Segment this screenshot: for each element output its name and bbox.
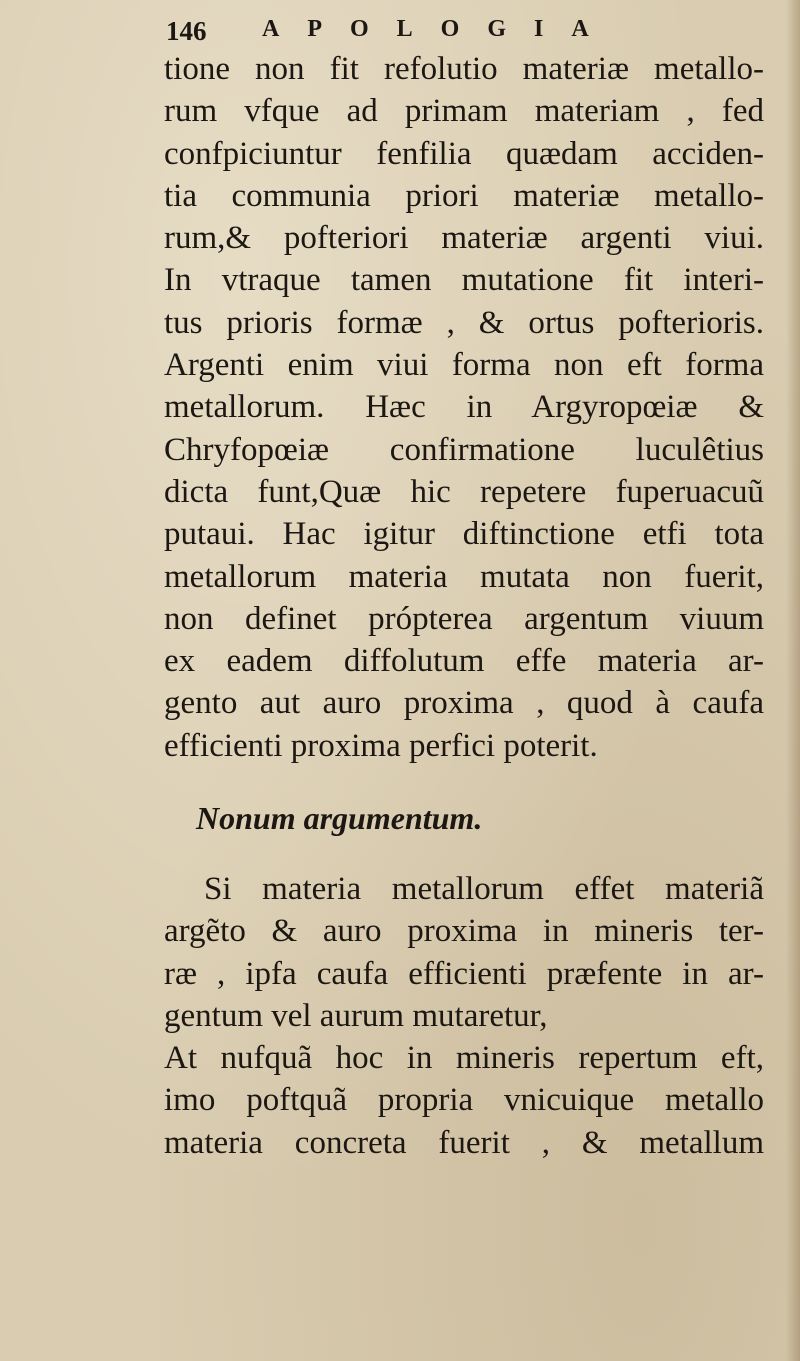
text-line: Argenti enim viui forma non eft forma (164, 347, 764, 384)
text-line: putaui. Hac igitur diftinctione etfi tota (164, 516, 764, 553)
paragraph-1 (164, 48, 764, 767)
text-line: efficienti proxima perfici poterit. (164, 727, 598, 764)
section-heading: Nonum argumentum. (196, 800, 483, 836)
text-line: confpiciuntur fenfilia quædam acciden- (164, 135, 764, 172)
text-line: ex eadem diffolutum effe materia ar- (164, 643, 764, 680)
text-line: materia concreta fuerit , & metallum (164, 1124, 764, 1161)
text-line: rum vfque ad primam materiam , fed (164, 93, 764, 130)
text-line: tione non fit refolutio materiæ metallo- (164, 51, 764, 87)
text-line: gentum vel aurum mutaretur, (164, 997, 548, 1034)
text-line: dicta funt,Quæ hic repetere fuperuacuũ (164, 473, 764, 510)
text-line: metallorum. Hæc in Argyropœiæ & (164, 389, 764, 426)
page-header (166, 12, 726, 52)
page-number: 146 (166, 16, 207, 46)
text-line: metallorum materia mutata non fuerit, (164, 558, 764, 595)
text-line: Chryfopœiæ confirmatione luculêtius (164, 431, 764, 468)
text-line: rum,& pofteriori materiæ argenti viui. (164, 220, 764, 257)
text-line: Si materia metallorum effet materiã (204, 871, 764, 907)
page-edge-shadow (786, 0, 800, 1361)
text-line: At nufquã hoc in mineris repertum eft, (164, 1040, 764, 1077)
running-head: APOLOGIA (262, 16, 617, 42)
text-line: imo poftquã propria vnicuique metallo (164, 1082, 764, 1119)
text-line: gento aut auro proxima , quod à caufa (164, 685, 764, 722)
text-line: tia communia priori materiæ metallo- (164, 177, 764, 214)
text-line: non definet própterea argentum viuum (164, 600, 764, 637)
text-line: ræ , ipfa caufa efficienti præfente in ar- (164, 955, 764, 992)
text-line: tus prioris formæ , & ortus pofterioris. (164, 304, 764, 341)
paragraph-2 (164, 868, 764, 1164)
text-line: In vtraque tamen mutatione fit interi- (164, 262, 764, 299)
text-line: argẽto & auro proxima in mineris ter- (164, 913, 764, 950)
